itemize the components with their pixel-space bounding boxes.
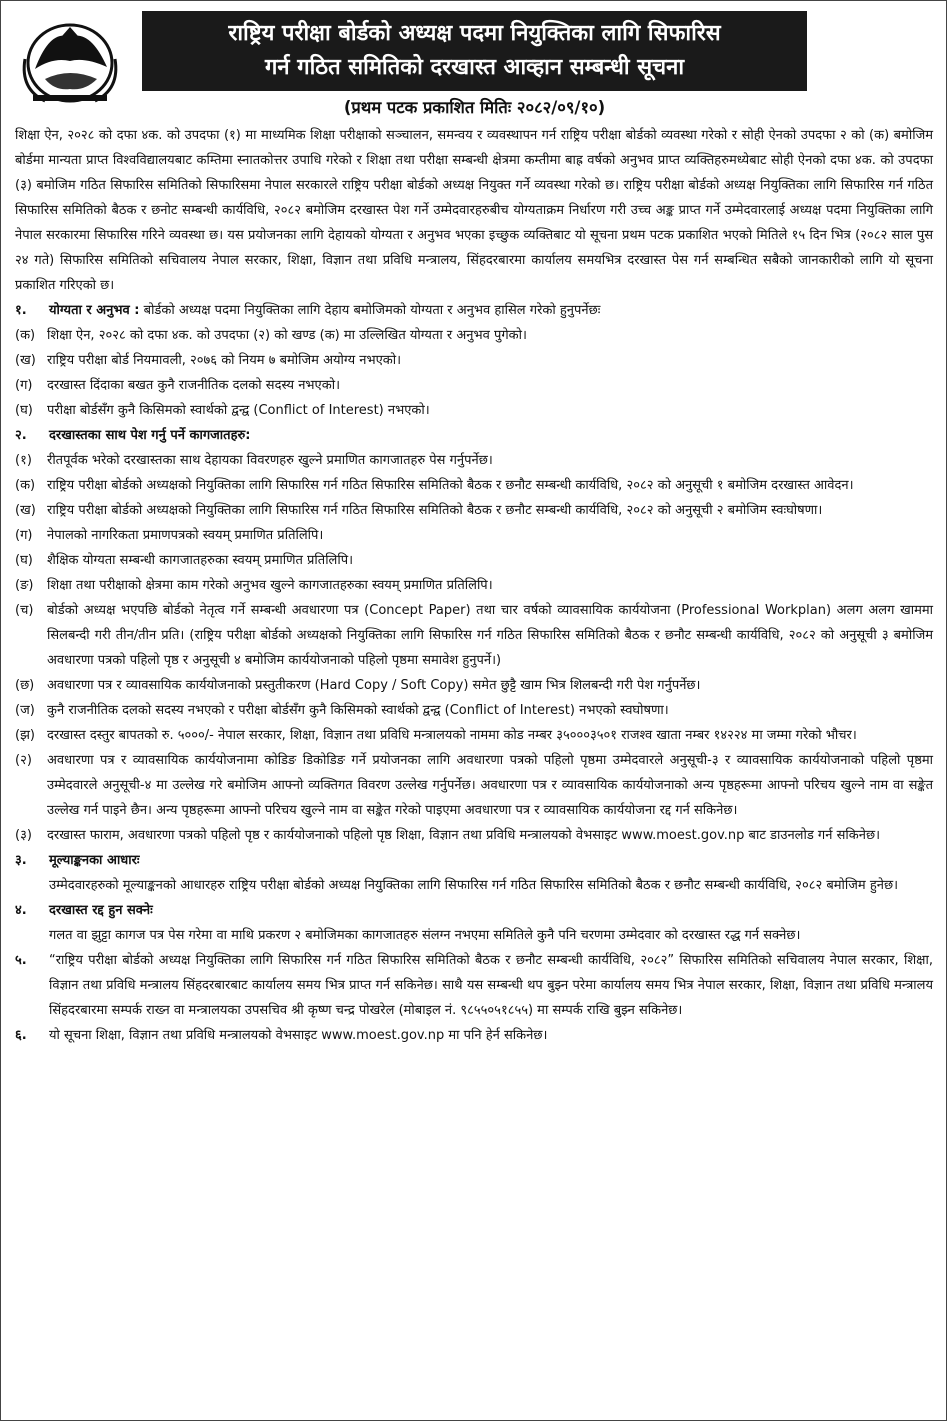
list-item bbox=[15, 498, 933, 523]
item-text: शैक्षिक योग्यता सम्बन्धी कागजातहरुका स्वयम् प्रमाणित प्रतिलिपि। bbox=[47, 553, 354, 568]
item-text: परीक्षा बोर्डसँग कुनै किसिमको स्वार्थको द्वन्द्व (Conflict of Interest) नभएको। bbox=[47, 403, 430, 418]
list-item bbox=[15, 598, 933, 673]
section-4-heading bbox=[15, 898, 933, 923]
section-2-heading bbox=[15, 423, 933, 448]
item-text: राष्ट्रिय परीक्षा बोर्ड नियमावली, २०७६ को नियम ७ बमोजिम अयोग्य नभएको। bbox=[47, 353, 402, 368]
item-marker: (च) bbox=[15, 603, 34, 618]
section-1-heading bbox=[15, 298, 933, 323]
title-line-2: गर्न गठित समितिको दरखास्त आव्हान सम्बन्धी सूचना bbox=[264, 55, 685, 80]
item-text: नेपालको नागरिकता प्रमाणपत्रको स्वयम् प्रमाणित प्रतिलिपि। bbox=[47, 528, 324, 543]
item-text: दरखास्त दिंदाका बखत कुनै राजनीतिक दलको सदस्य नभएको। bbox=[47, 378, 341, 393]
section-6-text: यो सूचना शिक्षा, विज्ञान तथा प्रविधि मन्त्रालयको वेभसाइट www.moest.gov.np मा पनि हेर्न सकिनेछ। bbox=[49, 1028, 548, 1043]
section-text: बोर्डको अध्यक्ष पदमा नियुक्तिका लागि देहाय बमोजिमको योग्यता र अनुभव हासिल गरेको हुनुपर्नेछः bbox=[143, 303, 601, 318]
item-text: रीतपूर्वक भरेको दरखास्तका साथ देहायका विवरणहरु खुल्ने प्रमाणित कागजातहरु पेस गर्नुपर्नेछ। bbox=[47, 453, 493, 468]
list-item bbox=[15, 398, 933, 423]
section-number: ३. bbox=[15, 853, 27, 868]
item-text: दरखास्त फाराम, अवधारणा पत्रको पहिलो पृष्ठ र कार्ययोजनाको पहिलो पृष्ठ शिक्षा, विज्ञान तथा प्रविधि मन्त्रालयको वेभसाइट www.moest.gov.np बाट डाउनलोड गर्न सकिनेछ। bbox=[47, 828, 880, 843]
list-item bbox=[15, 323, 933, 348]
notice-title-banner bbox=[142, 11, 807, 91]
item-marker: (ग) bbox=[15, 378, 33, 393]
section-number: १. bbox=[15, 303, 27, 318]
list-item bbox=[15, 823, 933, 848]
nepal-emblem-icon bbox=[15, 9, 125, 109]
list-item bbox=[15, 573, 933, 598]
item-marker: (क) bbox=[15, 328, 36, 343]
section-6 bbox=[15, 1023, 933, 1048]
section-title: दरखास्त रद्द हुन सक्नेः bbox=[49, 903, 153, 918]
list-item bbox=[15, 748, 933, 823]
item-text: बोर्डको अध्यक्ष भएपछि बोर्डको नेतृत्व गर्ने सम्बन्धी अवधारणा पत्र (Concept Paper) तथा चार वर्षको व्यावसायिक कार्ययोजना (Professional Workplan) अलग अलग खाममा सिलबन्दी गरी तीन/तीन प्रति। (राष्ट्रिय परीक्षा बोर्डको अध्यक्षको नियुक्तिका लागि सिफारिस गर्न गठित सिफारिस समितिको बैठक र छनौट सम्बन्धी कार्यविधि, २०८२ को अनुसूची ३ बमोजिम अवधारणा पत्रको पहिलो पृष्ठ र अनुसूची ४ बमोजिम कार्ययोजनाको पहिलो पृष्ठमा समावेश हुनुपर्ने।) bbox=[47, 603, 933, 668]
item-text: राष्ट्रिय परीक्षा बोर्डको अध्यक्षको नियुक्तिका लागि सिफारिस गर्न गठित सिफारिस समितिको बैठक र छनौट सम्बन्धी कार्यविधि, २०८२ को अनुसूची २ बमोजिम स्वःघोषणा। bbox=[47, 503, 823, 518]
list-item bbox=[15, 698, 933, 723]
item-marker: (क) bbox=[15, 478, 36, 493]
list-item bbox=[15, 673, 933, 698]
publication-date: (प्रथम पटक प्रकाशित मितिः २०८२/०९/१०) bbox=[343, 98, 606, 117]
section-number: ५. bbox=[15, 953, 27, 968]
item-marker: (घ) bbox=[15, 553, 33, 568]
notice-body bbox=[15, 123, 933, 1048]
title-line-1: राष्ट्रिय परीक्षा बोर्डको अध्यक्ष पदमा नियुक्तिका लागि सिफारिस bbox=[228, 21, 721, 46]
list-item bbox=[15, 723, 933, 748]
item-marker: (ख) bbox=[15, 503, 36, 518]
list-item bbox=[15, 448, 933, 473]
item-text: कुनै राजनीतिक दलको सदस्य नभएको र परीक्षा बोर्डसँग कुनै किसिमको स्वार्थको द्वन्द्व (Conflict of Interest) नभएको स्वघोषणा। bbox=[47, 703, 669, 718]
item-marker: (१) bbox=[15, 453, 32, 468]
item-text: शिक्षा ऐन, २०२८ को दफा ४क. को उपदफा (२) को खण्ड (क) मा उल्लिखित योग्यता र अनुभव पुगेको। bbox=[47, 328, 527, 343]
list-item bbox=[15, 473, 933, 498]
section-5 bbox=[15, 948, 933, 1023]
section-title: मूल्याङ्कनका आधारः bbox=[49, 853, 140, 868]
intro-paragraph: शिक्षा ऐन, २०२८ को दफा ४क. को उपदफा (१) मा माध्यमिक शिक्षा परीक्षाको सञ्चालन, समन्वय र व्यवस्थापन गर्न राष्ट्रिय परीक्षा बोर्डको व्यवस्था गरेको र सोही ऐनको उपदफा २ को (क) बमोजिम बोर्डमा मान्यता प्राप्त विश्वविद्यालयबाट कम्तिमा स्नातकोत्तर उपाधि गरेको र शिक्षा तथा परीक्षा सम्बन्धी क्षेत्रमा कम्तीमा बाह्र वर्षको अनुभव प्राप्त व्यक्तिहरुमध्येबाट सोही ऐनको दफा ४क. को उपदफा (३) बमोजिम गठित सिफारिस समितिको सिफारिसमा नेपाल सरकारले राष्ट्रिय परीक्षा बोर्डको अध्यक्ष नियुक्त गर्ने व्यवस्था गरेको छ। राष्ट्रिय परीक्षा बोर्डको अध्यक्ष नियुक्तिका लागि सिफारिस गर्न गठित सिफारिस समितिको बैठक र छनोट सम्बन्धी कार्यविधि, २०८२ बमोजिम दरखास्त पेश गर्ने उम्मेदवारहरुबीच योग्यताक्रम निर्धारण गरी उच्च अङ्क प्राप्त गर्ने उम्मेदवारलाई अध्यक्ष पदमा नियुक्तिका लागि नेपाल सरकारमा सिफारिस गरिने व्यवस्था छ। यस प्रयोजनका लागि देहायको योग्यता र अनुभव भएका इच्छुक व्यक्तिबाट यो सूचना प्रथम पटक प्रकाशित भएको मितिले १५ दिन भित्र (२०८२ साल पुस २४ गते) सिफारिस समितिको सचिवालय नेपाल सरकार, शिक्षा, विज्ञान तथा प्रविधि मन्त्रालय, सिंहदरबारमा कार्यालय समयभित्र दरखास्त पेस गर्न सम्बन्धित सबैको जानकारीको लागि यो सूचना प्रकाशित गरिएको छ। bbox=[15, 128, 933, 293]
section-number: ६. bbox=[15, 1028, 27, 1043]
section-number: २. bbox=[15, 428, 27, 443]
item-text: शिक्षा तथा परीक्षाको क्षेत्रमा काम गरेको अनुभव खुल्ने कागजातहरुका स्वयम् प्रमाणित प्रतिलिपि। bbox=[47, 578, 493, 593]
item-marker: (ख) bbox=[15, 353, 36, 368]
list-item bbox=[15, 523, 933, 548]
item-marker: (३) bbox=[15, 828, 32, 843]
list-item bbox=[15, 373, 933, 398]
section-5-text: “राष्ट्रिय परीक्षा बोर्डको अध्यक्ष नियुक्तिका लागि सिफारिस गर्न गठित सिफारिस समितिको बैठक र छनौट सम्बन्धी कार्यविधि, २०८२” सिफारिस समितिको सचिवालय नेपाल सरकार, शिक्षा, विज्ञान तथा प्रविधि मन्त्रालय सिंहदरबारबाट कार्यालय समय भित्र प्राप्त गर्न सकिनेछ। साथै यस सम्बन्धी थप बुझ्न परेमा कार्यालय समय भित्र नेपाल सरकार, शिक्षा, विज्ञान तथा प्रविधि मन्त्रालय सिंहदरबारमा सम्पर्क राख्न वा मन्त्रालयका उपसचिव श्री कृष्ण चन्द्र पोखरेल (मोबाइल नं. ९८५५०५१८५५) मा सम्पर्क राखि बुझ्न सकिनेछ। bbox=[49, 953, 933, 1018]
list-item bbox=[15, 548, 933, 573]
item-marker: (घ) bbox=[15, 403, 33, 418]
section-number: ४. bbox=[15, 903, 27, 918]
section-3-heading bbox=[15, 848, 933, 873]
item-marker: (छ) bbox=[15, 678, 35, 693]
item-text: अवधारणा पत्र र व्यावसायिक कार्ययोजनाको प्रस्तुतीकरण (Hard Copy / Soft Copy) समेत छुट्टै खाम भित्र शिलबन्दी गरी पेश गर्नुपर्नेछ। bbox=[47, 678, 701, 693]
section-title: दरखास्तका साथ पेश गर्नु पर्ने कागजातहरु: bbox=[49, 428, 251, 443]
list-item bbox=[15, 348, 933, 373]
item-text: दरखास्त दस्तुर बापतको रु. ५०००/- नेपाल सरकार, शिक्षा, विज्ञान तथा प्रविधि मन्त्रालयको नाममा कोड नम्बर ३५०००३५०१ राजश्व खाता नम्बर १४२२४ मा जम्मा गरेको भौचर। bbox=[47, 728, 857, 743]
item-marker: (२) bbox=[15, 753, 32, 768]
item-text: राष्ट्रिय परीक्षा बोर्डको अध्यक्षको नियुक्तिका लागि सिफारिस गर्न गठित सिफारिस समितिको बैठक र छनौट सम्बन्धी कार्यविधि, २०८२ को अनुसूची १ बमोजिम दरखास्त आवेदन। bbox=[47, 478, 854, 493]
item-text: अवधारणा पत्र र व्यावसायिक कार्ययोजनामा कोडिङ डिकोडिङ गर्ने प्रयोजनका लागि अवधारणा पत्रको पहिलो पृष्ठमा उम्मेदवारले अनुसूची-३ र व्यावसायिक कार्ययोजनाको पहिलो पृष्ठमा उम्मेदवारले अनुसूची-४ मा उल्लेख गरे बमोजिम आफ्नो व्यक्तिगत विवरण उल्लेख गर्नुपर्नेछ। अवधारणा पत्र र व्यावसायिक कार्ययोजनाको अन्य पृष्ठहरूमा आफ्नो परिचय खुल्ने नाम वा सङ्केत उल्लेख गर्न पाइने छैन। अन्य पृष्ठहरूमा आफ्नो परिचय खुल्ने नाम वा सङ्केत गरेको पाइएमा अवधारणा पत्र र व्यावसायिक कार्ययोजना रद्द गर्न सकिनेछ। bbox=[47, 753, 933, 818]
section-4-text: गलत वा झुट्टा कागज पत्र पेस गरेमा वा माथि प्रकरण २ बमोजिमका कागजातहरु संलग्न नभएमा समितिले कुनै पनि चरणमा उम्मेदवार को दरखास्त रद्ध गर्न सक्नेछ। bbox=[49, 928, 801, 943]
item-marker: (ग) bbox=[15, 528, 33, 543]
item-marker: (झ) bbox=[15, 728, 35, 743]
section-title: योग्यता र अनुभव : bbox=[49, 303, 140, 318]
item-marker: (ङ) bbox=[15, 578, 34, 593]
section-3-text: उम्मेदवारहरुको मूल्याङ्कनको आधारहरु राष्ट्रिय परीक्षा बोर्डको अध्यक्ष नियुक्तिका लागि सिफारिस गर्न गठित सिफारिस समितिको बैठक र छनौट सम्बन्धी कार्यविधि, २०८२ बमोजिम हुनेछ। bbox=[49, 878, 898, 893]
item-marker: (ज) bbox=[15, 703, 35, 718]
